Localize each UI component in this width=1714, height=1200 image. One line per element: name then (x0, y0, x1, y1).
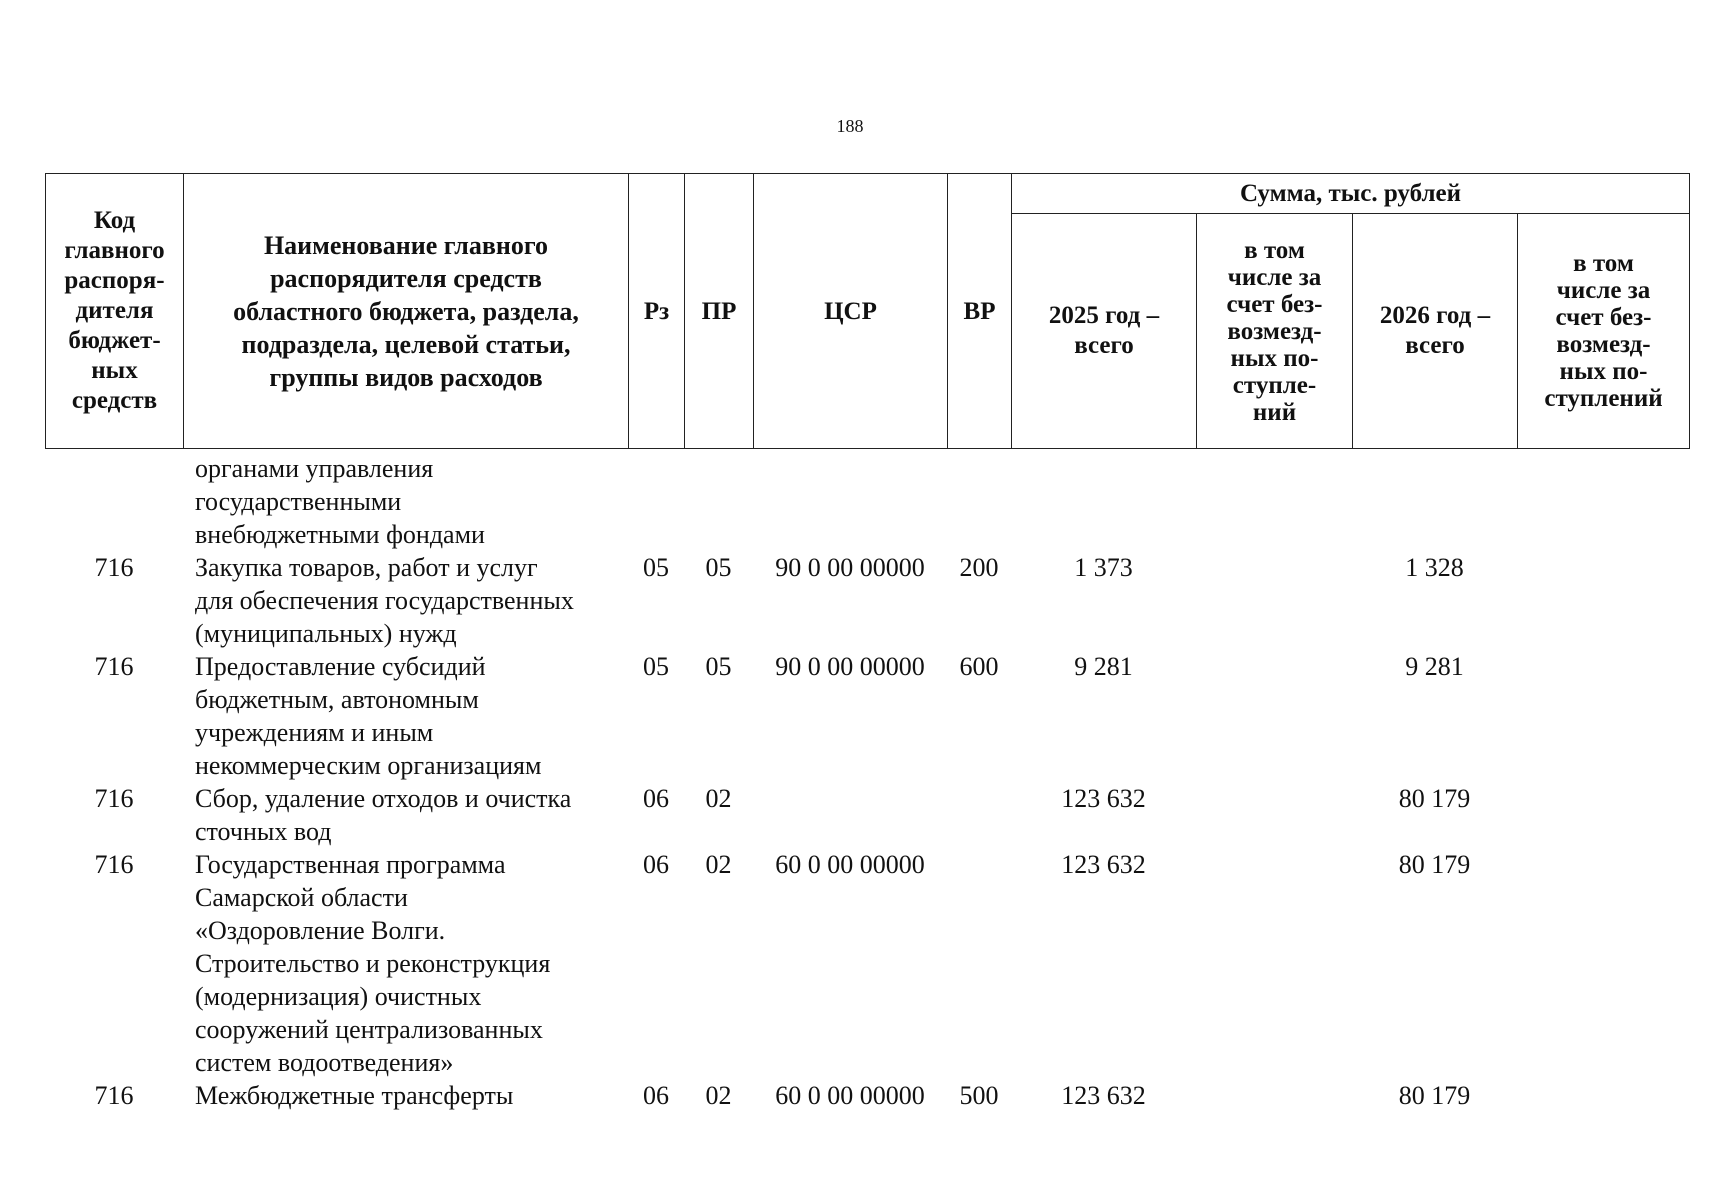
header-2025-total: 2025 год – всего (1012, 214, 1197, 449)
cell-2025-grants (1196, 782, 1352, 848)
cell-code: 716 (94, 553, 134, 582)
cell-2025-total: 9 281 (1074, 652, 1133, 681)
table-row (45, 1079, 1689, 1112)
cell-csr: 90 0 00 00000 (775, 553, 925, 582)
page-number: 188 (836, 116, 864, 136)
header-pr: ПР (685, 174, 754, 449)
cell-vr (947, 848, 1011, 1079)
cell-2025-total: 123 632 (1061, 784, 1146, 813)
cell-code: 716 (94, 784, 134, 813)
cell-rz: 06 (643, 784, 669, 813)
cell-2025-total: 123 632 (1061, 850, 1146, 879)
header-vr: ВР (948, 174, 1012, 449)
cell-vr: 500 (959, 1081, 999, 1110)
cell-2025-grants (1196, 1079, 1352, 1112)
cell-code: 716 (94, 850, 134, 879)
header-2026-grants: в том числе за счет без- возмезд- ных по- ступлений (1518, 214, 1690, 449)
table-row (45, 782, 1689, 848)
cell-pr: 05 (705, 553, 732, 582)
cell-csr: 60 0 00 00000 (775, 1081, 925, 1110)
cell-vr (947, 452, 1011, 551)
cell-2025-grants (1196, 551, 1352, 650)
cell-csr: 90 0 00 00000 (775, 652, 925, 681)
cell-2026-grants (1517, 782, 1689, 848)
cell-vr: 600 (959, 652, 999, 681)
cell-pr: 02 (705, 1081, 732, 1110)
cell-2025-total (1011, 452, 1196, 551)
header-sum-group: Сумма, тыс. рублей (1012, 174, 1690, 214)
header-code: Код главного распоря- дителя бюджет- ных средств (46, 174, 184, 449)
table-row (45, 452, 1689, 551)
cell-name: Сбор, удаление отходов и очистка сточных вод (195, 784, 572, 846)
cell-rz (628, 452, 684, 551)
header-csr: ЦСР (754, 174, 948, 449)
cell-rz: 05 (643, 553, 669, 582)
cell-rz: 06 (643, 850, 669, 879)
header-rz: Рз (629, 174, 685, 449)
cell-2025-total: 123 632 (1061, 1081, 1146, 1110)
cell-2026-grants (1517, 1079, 1689, 1112)
cell-rz: 06 (643, 1081, 669, 1110)
cell-code: 716 (94, 652, 134, 681)
cell-csr (753, 452, 947, 551)
table-header (45, 173, 1690, 449)
table-row (45, 551, 1689, 650)
cell-2026-grants (1517, 551, 1689, 650)
cell-csr (753, 782, 947, 848)
cell-2026-total: 80 179 (1398, 784, 1471, 813)
cell-pr (684, 452, 753, 551)
cell-2025-grants (1196, 650, 1352, 782)
header-2026-total: 2026 год – всего (1353, 214, 1518, 449)
cell-rz: 05 (643, 652, 669, 681)
cell-2026-grants (1517, 848, 1689, 1079)
cell-2026-total: 1 328 (1405, 553, 1464, 582)
cell-name: Закупка товаров, работ и услуг для обеспечения государственных (муниципальных) нужд (195, 553, 574, 648)
header-name: Наименование главного распорядителя средств областного бюджета, раздела, подраздела, целевой статьи, группы видов расходов (184, 174, 629, 449)
cell-2025-total: 1 373 (1074, 553, 1133, 582)
cell-2026-total (1352, 452, 1517, 551)
cell-2026-total: 80 179 (1398, 1081, 1471, 1110)
cell-name: Межбюджетные трансферты (195, 1081, 514, 1110)
cell-2025-grants (1196, 848, 1352, 1079)
table-row (45, 848, 1689, 1079)
cell-code (45, 452, 183, 551)
cell-2026-grants (1517, 650, 1689, 782)
cell-name: Государственная программа Самарской области «Оздоровление Волги. Строительство и реконструкция (модернизация) очистных сооружений централизованных систем водоотведения» (195, 850, 551, 1077)
cell-csr: 60 0 00 00000 (775, 850, 925, 879)
cell-pr: 05 (705, 652, 732, 681)
table-body (45, 452, 1689, 1112)
cell-name: органами управления государственными внебюджетными фондами (195, 454, 485, 549)
cell-pr: 02 (705, 850, 732, 879)
cell-2026-grants (1517, 452, 1689, 551)
table-row (45, 650, 1689, 782)
cell-name: Предоставление субсидий бюджетным, автономным учреждениям и иным некоммерческим организациям (195, 652, 542, 780)
cell-2026-total: 9 281 (1405, 652, 1464, 681)
cell-2026-total: 80 179 (1398, 850, 1471, 879)
cell-code: 716 (94, 1081, 134, 1110)
cell-vr (947, 782, 1011, 848)
cell-vr: 200 (959, 553, 999, 582)
cell-2025-grants (1196, 452, 1352, 551)
cell-pr: 02 (705, 784, 732, 813)
header-2025-grants: в том числе за счет без- возмезд- ных по- ступле- ний (1197, 214, 1353, 449)
